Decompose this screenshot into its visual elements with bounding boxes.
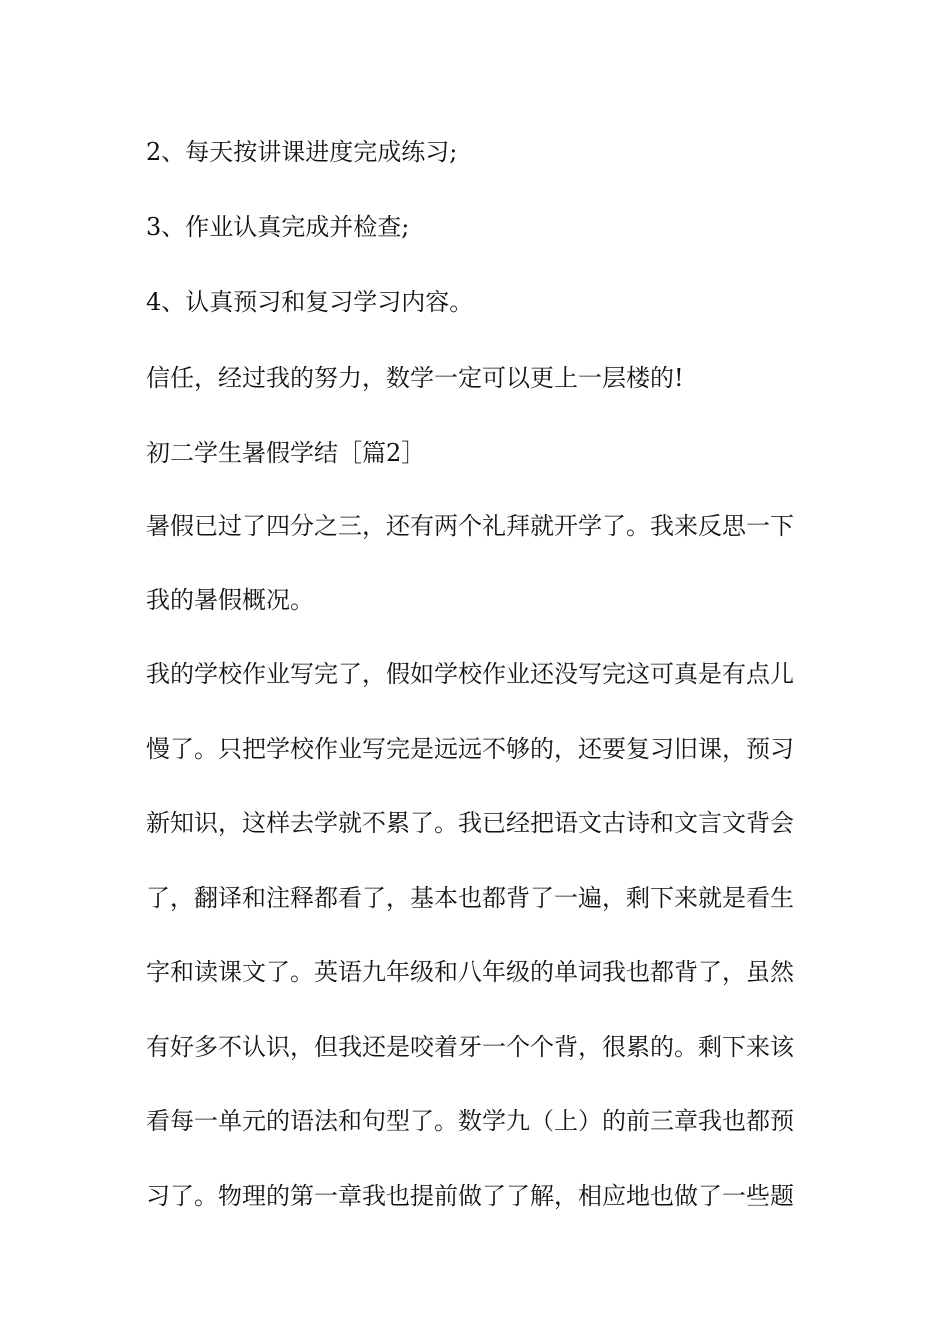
paragraph-line: 有好多不认识，但我还是咬着牙一个个背，很累的。剩下来该 [146, 1033, 794, 1061]
closing-paragraph: 信任，经过我的努力，数学一定可以更上一层楼的! [146, 364, 684, 392]
paragraph-line: 新知识，这样去学就不累了。我已经把语文古诗和文言文背会 [146, 809, 794, 837]
paragraph-line: 我的学校作业写完了，假如学校作业还没写完这可真是有点儿 [146, 660, 794, 688]
list-item-4: 4、认真预习和复习学习内容。 [146, 288, 474, 316]
list-item-3: 3、作业认真完成并检查; [146, 213, 410, 241]
paragraph-line: 字和读课文了。英语九年级和八年级的单词我也都背了，虽然 [146, 958, 794, 986]
paragraph-line: 慢了。只把学校作业写完是远远不够的，还要复习旧课，预习 [146, 735, 794, 763]
paragraph-line: 我的暑假概况。 [146, 586, 314, 614]
paragraph-line: 习了。物理的第一章我也提前做了了解，相应地也做了一些题 [146, 1182, 794, 1210]
paragraph-line: 暑假已过了四分之三，还有两个礼拜就开学了。我来反思一下 [146, 512, 794, 540]
paragraph-line: 了，翻译和注释都看了，基本也都背了一遍，剩下来就是看生 [146, 884, 794, 912]
paragraph-line: 看每一单元的语法和句型了。数学九（上）的前三章我也都预 [146, 1107, 794, 1135]
list-item-2: 2、每天按讲课进度完成练习; [146, 138, 458, 166]
section-title: 初二学生暑假学结［篇2］ [146, 439, 426, 467]
